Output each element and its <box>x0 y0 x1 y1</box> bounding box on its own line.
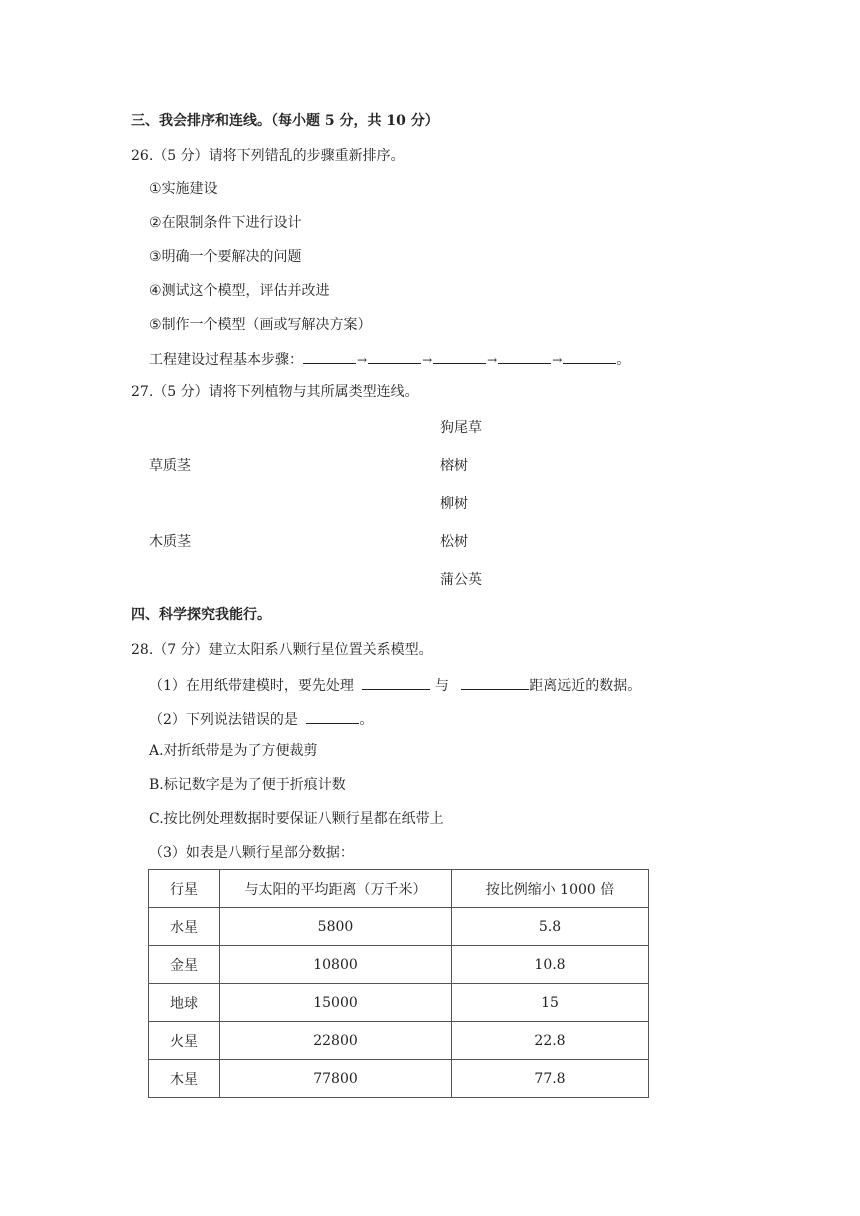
table-cell: 水星 <box>149 908 220 946</box>
plant-item[interactable]: 柳树 <box>440 496 468 512</box>
part-1-blank-1[interactable] <box>362 675 430 690</box>
stem-type-item[interactable]: 木质茎 <box>149 534 191 550</box>
step-text: 在限制条件下进行设计 <box>161 215 302 231</box>
q27-stem: 27.（5 分）请将下列植物与其所属类型连线。 <box>131 384 419 400</box>
table-row <box>149 1060 649 1098</box>
step-text: 测试这个模型，评估并改进 <box>161 283 330 299</box>
section-3-heading: 三、我会排序和连线。（每小题 5 分，共 10 分） <box>131 113 439 129</box>
arrow-icon: → <box>487 353 498 367</box>
answer-blank-5[interactable] <box>563 349 616 364</box>
q28-stem: 28.（7 分）建立太阳系八颗行星位置关系模型。 <box>131 642 433 658</box>
table-cell: 地球 <box>149 984 220 1022</box>
q26-answer-line <box>149 349 630 370</box>
answer-blank-3[interactable] <box>433 349 486 364</box>
table-cell: 10.8 <box>452 946 649 984</box>
plant-item[interactable]: 榕树 <box>440 458 468 474</box>
answer-label: 工程建设过程基本步骤： <box>149 352 303 368</box>
part-1-text: （1）在用纸带建模时，要先处理 <box>149 678 354 694</box>
end-mark: 。 <box>616 352 631 368</box>
table-row <box>149 908 649 946</box>
q26-step-1 <box>149 179 218 199</box>
step-number: ④ <box>149 283 162 299</box>
q26-stem: 26.（5 分）请将下列错乱的步骤重新排序。 <box>131 148 405 164</box>
table-cell: 5800 <box>220 908 452 946</box>
step-number: ⑤ <box>149 317 162 333</box>
answer-blank-4[interactable] <box>498 349 551 364</box>
option-a[interactable]: A.对折纸带是为了方便裁剪 <box>149 743 318 759</box>
table-cell: 木星 <box>149 1060 220 1098</box>
table-cell: 5.8 <box>452 908 649 946</box>
q26-step-3 <box>149 247 302 267</box>
stem-type-item[interactable]: 草质茎 <box>149 458 191 474</box>
plant-item[interactable]: 松树 <box>440 534 468 550</box>
table-cell: 金星 <box>149 946 220 984</box>
option-b[interactable]: B.标记数字是为了便于折痕计数 <box>149 777 346 793</box>
table-cell: 10800 <box>220 946 452 984</box>
arrow-icon: → <box>357 353 368 367</box>
plant-item[interactable]: 狗尾草 <box>440 420 482 436</box>
table-cell: 15 <box>452 984 649 1022</box>
plant-item[interactable]: 蒲公英 <box>440 572 482 588</box>
step-number: ② <box>149 215 162 231</box>
planet-data-table <box>148 869 649 1098</box>
part-1-blank-2[interactable] <box>461 675 529 690</box>
q28-part-3: （3）如表是八颗行星部分数据： <box>149 845 354 861</box>
table-header-row <box>149 870 649 908</box>
table-cell: 22.8 <box>452 1022 649 1060</box>
table-cell: 77.8 <box>452 1060 649 1098</box>
part-2-text: （2）下列说法错误的是 <box>149 712 298 728</box>
step-number: ① <box>149 181 162 197</box>
table-row <box>149 946 649 984</box>
arrow-icon: → <box>552 353 563 367</box>
part-1-text: 与 <box>434 678 449 694</box>
table-row <box>149 1022 649 1060</box>
q26-step-2 <box>149 213 302 233</box>
step-number: ③ <box>149 249 162 265</box>
table-cell: 火星 <box>149 1022 220 1060</box>
answer-blank-1[interactable] <box>303 349 356 364</box>
step-text: 实施建设 <box>161 181 218 197</box>
q26-step-4 <box>149 281 330 301</box>
step-text: 制作一个模型（画或写解决方案） <box>161 317 372 333</box>
table-cell: 15000 <box>220 984 452 1022</box>
section-4-heading: 四、科学探究我能行。 <box>131 607 271 623</box>
table-cell: 22800 <box>220 1022 452 1060</box>
table-header-cell: 按比例缩小 1000 倍 <box>452 870 649 908</box>
table-cell: 77800 <box>220 1060 452 1098</box>
part-2-text: 。 <box>359 712 374 728</box>
q26-step-5 <box>149 315 372 335</box>
table-header-cell: 行星 <box>149 870 220 908</box>
part-1-text: 距离远近的数据。 <box>529 678 642 694</box>
arrow-icon: → <box>422 353 433 367</box>
step-text: 明确一个要解决的问题 <box>161 249 302 265</box>
table-header-cell: 与太阳的平均距离（万千米） <box>220 870 452 908</box>
q28-part-2 <box>149 709 373 730</box>
option-c[interactable]: C.按比例处理数据时要保证八颗行星都在纸带上 <box>149 811 444 827</box>
table-row <box>149 984 649 1022</box>
answer-blank-2[interactable] <box>368 349 421 364</box>
part-2-blank[interactable] <box>306 709 359 724</box>
q28-part-1 <box>149 675 641 696</box>
